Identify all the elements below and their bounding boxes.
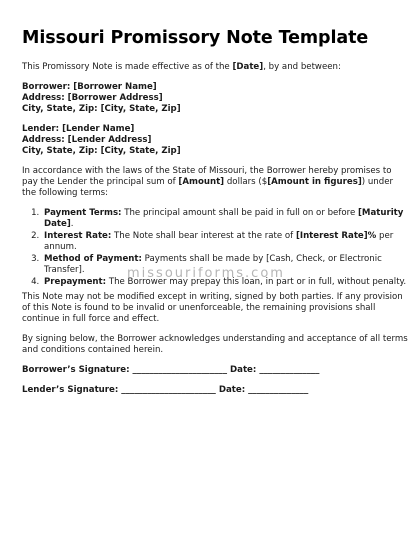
agreement-amount: [Amount] [178, 177, 225, 187]
term-label: Interest Rate: [44, 231, 112, 241]
term-bold-tail: [Maturity Date] [44, 208, 404, 229]
term-text: The Note shall bear interest at the rate of [111, 231, 296, 241]
intro-date: [Date] [232, 62, 264, 72]
term-bold-tail: [Interest Rate]% [295, 231, 377, 241]
term-text: Payments shall be made by [Cash, Check, or Electronic Transfer]. [44, 254, 382, 275]
borrower-signature-line: Borrower’s Signature: ______________________ Date: ______________ [22, 365, 320, 375]
document-title: Missouri Promissory Note Template [22, 28, 369, 48]
agreement-mid: dollars ($ [224, 177, 268, 187]
lender-block [22, 124, 408, 157]
document-page [22, 28, 408, 405]
intro-pre: This Promissory Note is made effective as of the [22, 62, 233, 72]
lender-name: Lender: [Lender Name] [22, 124, 135, 134]
borrower-name: Borrower: [Borrower Name] [22, 82, 157, 92]
intro-paragraph [22, 62, 408, 73]
term-text: The principal amount shall be paid in full on or before [121, 208, 358, 218]
term-label: Payment Terms: [44, 208, 122, 218]
terms-list [22, 208, 408, 288]
term-interest [42, 231, 408, 253]
borrower-address: Address: [Borrower Address] [22, 93, 163, 103]
term-label: Prepayment: [44, 277, 107, 287]
term-payment [42, 208, 408, 230]
lender-address: Address: [Lender Address] [22, 135, 152, 145]
amendment-paragraph: This Note may not be modified except in writing, signed by both parties. If any provision of this Note is found to be invalid or unenforceable, the remaining provisions shall continue in full force and effect. [22, 292, 403, 324]
term-text: The Borrower may prepay this loan, in part or in full, without penalty. [106, 277, 407, 287]
term-label: Method of Payment: [44, 254, 142, 264]
lender-city: City, State, Zip: [City, State, Zip] [22, 146, 181, 156]
term-tail: per annum. [44, 231, 394, 252]
agreement-amount-figures: [Amount in figures] [267, 177, 362, 187]
agreement-pre: In accordance with the laws of the State of Missouri, the Borrower hereby promises to pay the Lender the principal sum of [22, 166, 392, 187]
borrower-block [22, 82, 408, 115]
term-tail: . [70, 219, 74, 229]
term-method [42, 254, 408, 276]
watermark: missouriforms.com [127, 266, 285, 281]
term-prepayment [42, 277, 408, 288]
intro-post: , by and between: [263, 62, 341, 72]
lender-signature-line: Lender’s Signature: ______________________ Date: ______________ [22, 385, 309, 395]
agreement-paragraph [22, 166, 408, 199]
acknowledgement-paragraph: By signing below, the Borrower acknowledges understanding and acceptance of all terms and conditions contained herein. [22, 334, 408, 355]
agreement-post: ) under the following terms: [22, 177, 394, 198]
borrower-city: City, State, Zip: [City, State, Zip] [22, 104, 181, 114]
